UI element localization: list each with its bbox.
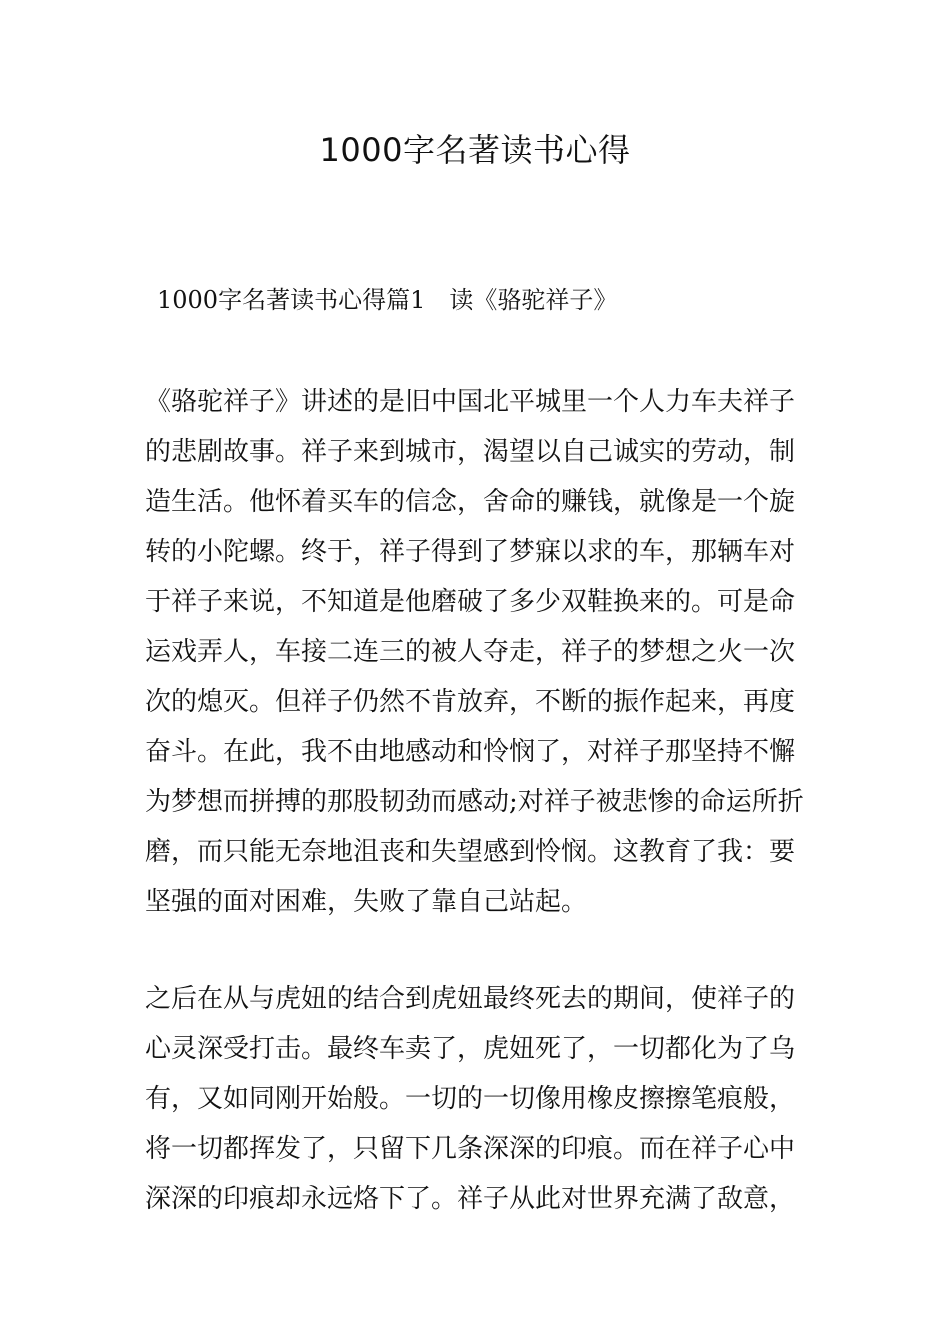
- document-title: 1000字名著读书心得: [319, 131, 631, 169]
- section-heading: 1000字名著读书心得篇1 读《骆驼祥子》: [157, 286, 618, 314]
- text-line: 心灵深受打击。最终车卖了，虎妞死了，一切都化为了乌: [145, 1034, 796, 1064]
- text-line: 之后在从与虎妞的结合到虎妞最终死去的期间，使祥子的: [145, 984, 796, 1014]
- text-line: 坚强的面对困难，失败了靠自己站起。: [145, 887, 588, 917]
- text-line: 磨，而只能无奈地沮丧和失望感到怜悯。这教育了我：要: [145, 837, 796, 867]
- text-line: 的悲剧故事。祥子来到城市，渴望以自己诚实的劳动，制: [145, 437, 796, 467]
- text-line: 运戏弄人，车接二连三的被人夺走，祥子的梦想之火一次: [145, 637, 796, 667]
- text-line: 造生活。他怀着买车的信念，舍命的赚钱，就像是一个旋: [145, 487, 796, 517]
- text-line: 转的小陀螺。终于，祥子得到了梦寐以求的车，那辆车对: [145, 537, 796, 567]
- text-line: 于祥子来说，不知道是他磨破了多少双鞋换来的。可是命: [145, 587, 796, 617]
- text-line: 《骆驼祥子》讲述的是旧中国北平城里一个人力车夫祥子: [145, 387, 796, 417]
- text-line: 次的熄灭。但祥子仍然不肯放弃，不断的振作起来，再度: [145, 687, 796, 717]
- paragraph-1: [145, 377, 807, 927]
- text-line: 将一切都挥发了，只留下几条深深的印痕。而在祥子心中: [145, 1134, 796, 1164]
- text-line: 为梦想而拼搏的那股韧劲而感动;对祥子被悲惨的命运所折: [145, 787, 804, 817]
- text-line: 奋斗。在此，我不由地感动和怜悯了，对祥子那坚持不懈: [145, 737, 796, 767]
- text-line: 深深的印痕却永远烙下了。祥子从此对世界充满了敌意，: [145, 1184, 796, 1214]
- text-line: 有，又如同刚开始般。一切的一切像用橡皮擦擦笔痕般，: [145, 1084, 796, 1114]
- paragraph-2: [145, 974, 807, 1224]
